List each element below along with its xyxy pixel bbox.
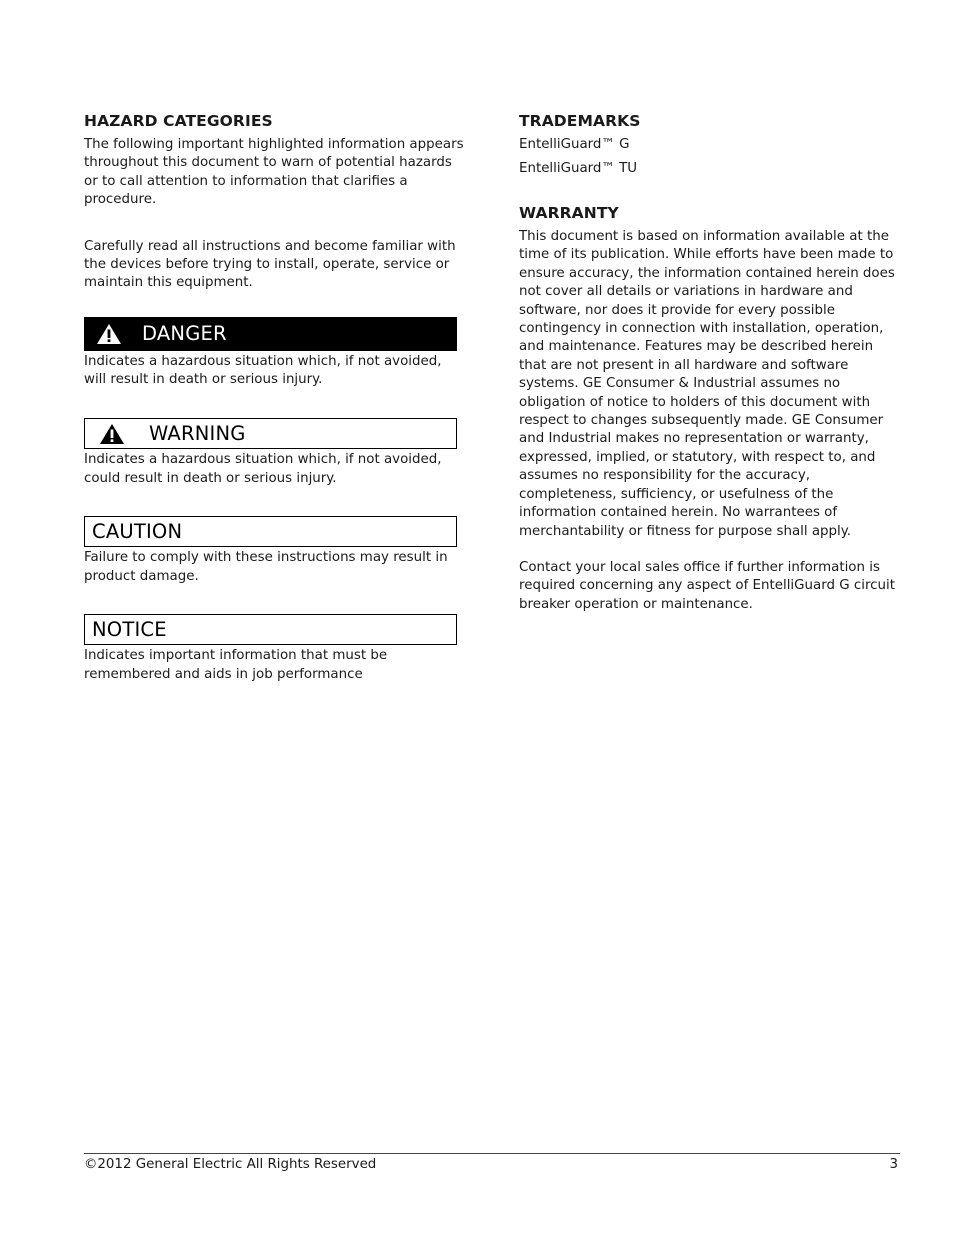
warning-triangle-icon [99, 423, 125, 445]
spacer [84, 586, 464, 614]
spacer [84, 488, 464, 516]
notice-label-box [84, 614, 457, 645]
danger-description: Indicates a hazardous situation which, if not avoided, will result in death or serious injury. [84, 353, 442, 388]
danger-label: DANGER [142, 322, 227, 346]
warning-triangle-icon [96, 323, 122, 345]
instructions-paragraph: Carefully read all instructions and become familiar with the devices before trying to install, operate, service or maintain this equipment. [84, 238, 456, 291]
notice-label: NOTICE [92, 618, 167, 642]
spacer [519, 541, 901, 559]
spacer [84, 390, 464, 418]
trademarks-heading: TRADEMARKS [519, 112, 641, 130]
right-column [519, 112, 901, 614]
contact-paragraph: Contact your local sales office if further information is required concerning any aspect of EntelliGuard G circuit breaker operation or maintenance. [519, 559, 895, 612]
trademark-item: EntelliGuard™ G [519, 137, 630, 152]
left-column [84, 112, 464, 685]
page-number: 3 [889, 1157, 898, 1172]
caution-label-box [84, 516, 457, 547]
footer-divider [84, 1153, 900, 1154]
hazard-categories-heading: HAZARD CATEGORIES [84, 112, 273, 130]
footer-copyright: ©2012 General Electric All Rights Reserved [84, 1157, 377, 1172]
warranty-paragraph: This document is based on information available at the time of its publication. While efforts have been made to ensure accuracy, the information contained herein does not cover all details or variations in hardware and software, nor does it provide for every possible contingency in connection with installation, operation, and maintenance. Features may be described herein that are not present in all hardware and software systems. GE Consumer & Industrial assumes no obligation of notice to holders of this document with respect to changes subsequently made. GE Consumer and Industrial makes no representation or warranty, expressed, implied, or statutory, with respect to, and assumes no responsibility for the accuracy, completeness, sufficiency, or usefulness of the information contained herein. No warrantees of merchantability or fitness for purpose shall apply. [519, 229, 895, 539]
warranty-heading: WARRANTY [519, 204, 619, 222]
warning-label: WARNING [149, 422, 246, 446]
danger-label-box [84, 317, 457, 351]
spacer [84, 293, 464, 317]
spacer [519, 184, 901, 204]
intro-paragraph: The following important highlighted information appears throughout this document to warn of potential hazards or to call attention to information that clarifies a procedure. [84, 137, 464, 208]
warning-description: Indicates a hazardous situation which, if not avoided, could result in death or serious injury. [84, 452, 442, 486]
trademark-item: EntelliGuard™ TU [519, 161, 638, 176]
warning-label-box [84, 418, 457, 449]
notice-description: Indicates important information that must be remembered and aids in job performance [84, 648, 388, 682]
caution-description: Failure to comply with these instructions may result in product damage. [84, 550, 448, 584]
spacer [84, 210, 464, 238]
caution-label: CAUTION [92, 520, 183, 544]
